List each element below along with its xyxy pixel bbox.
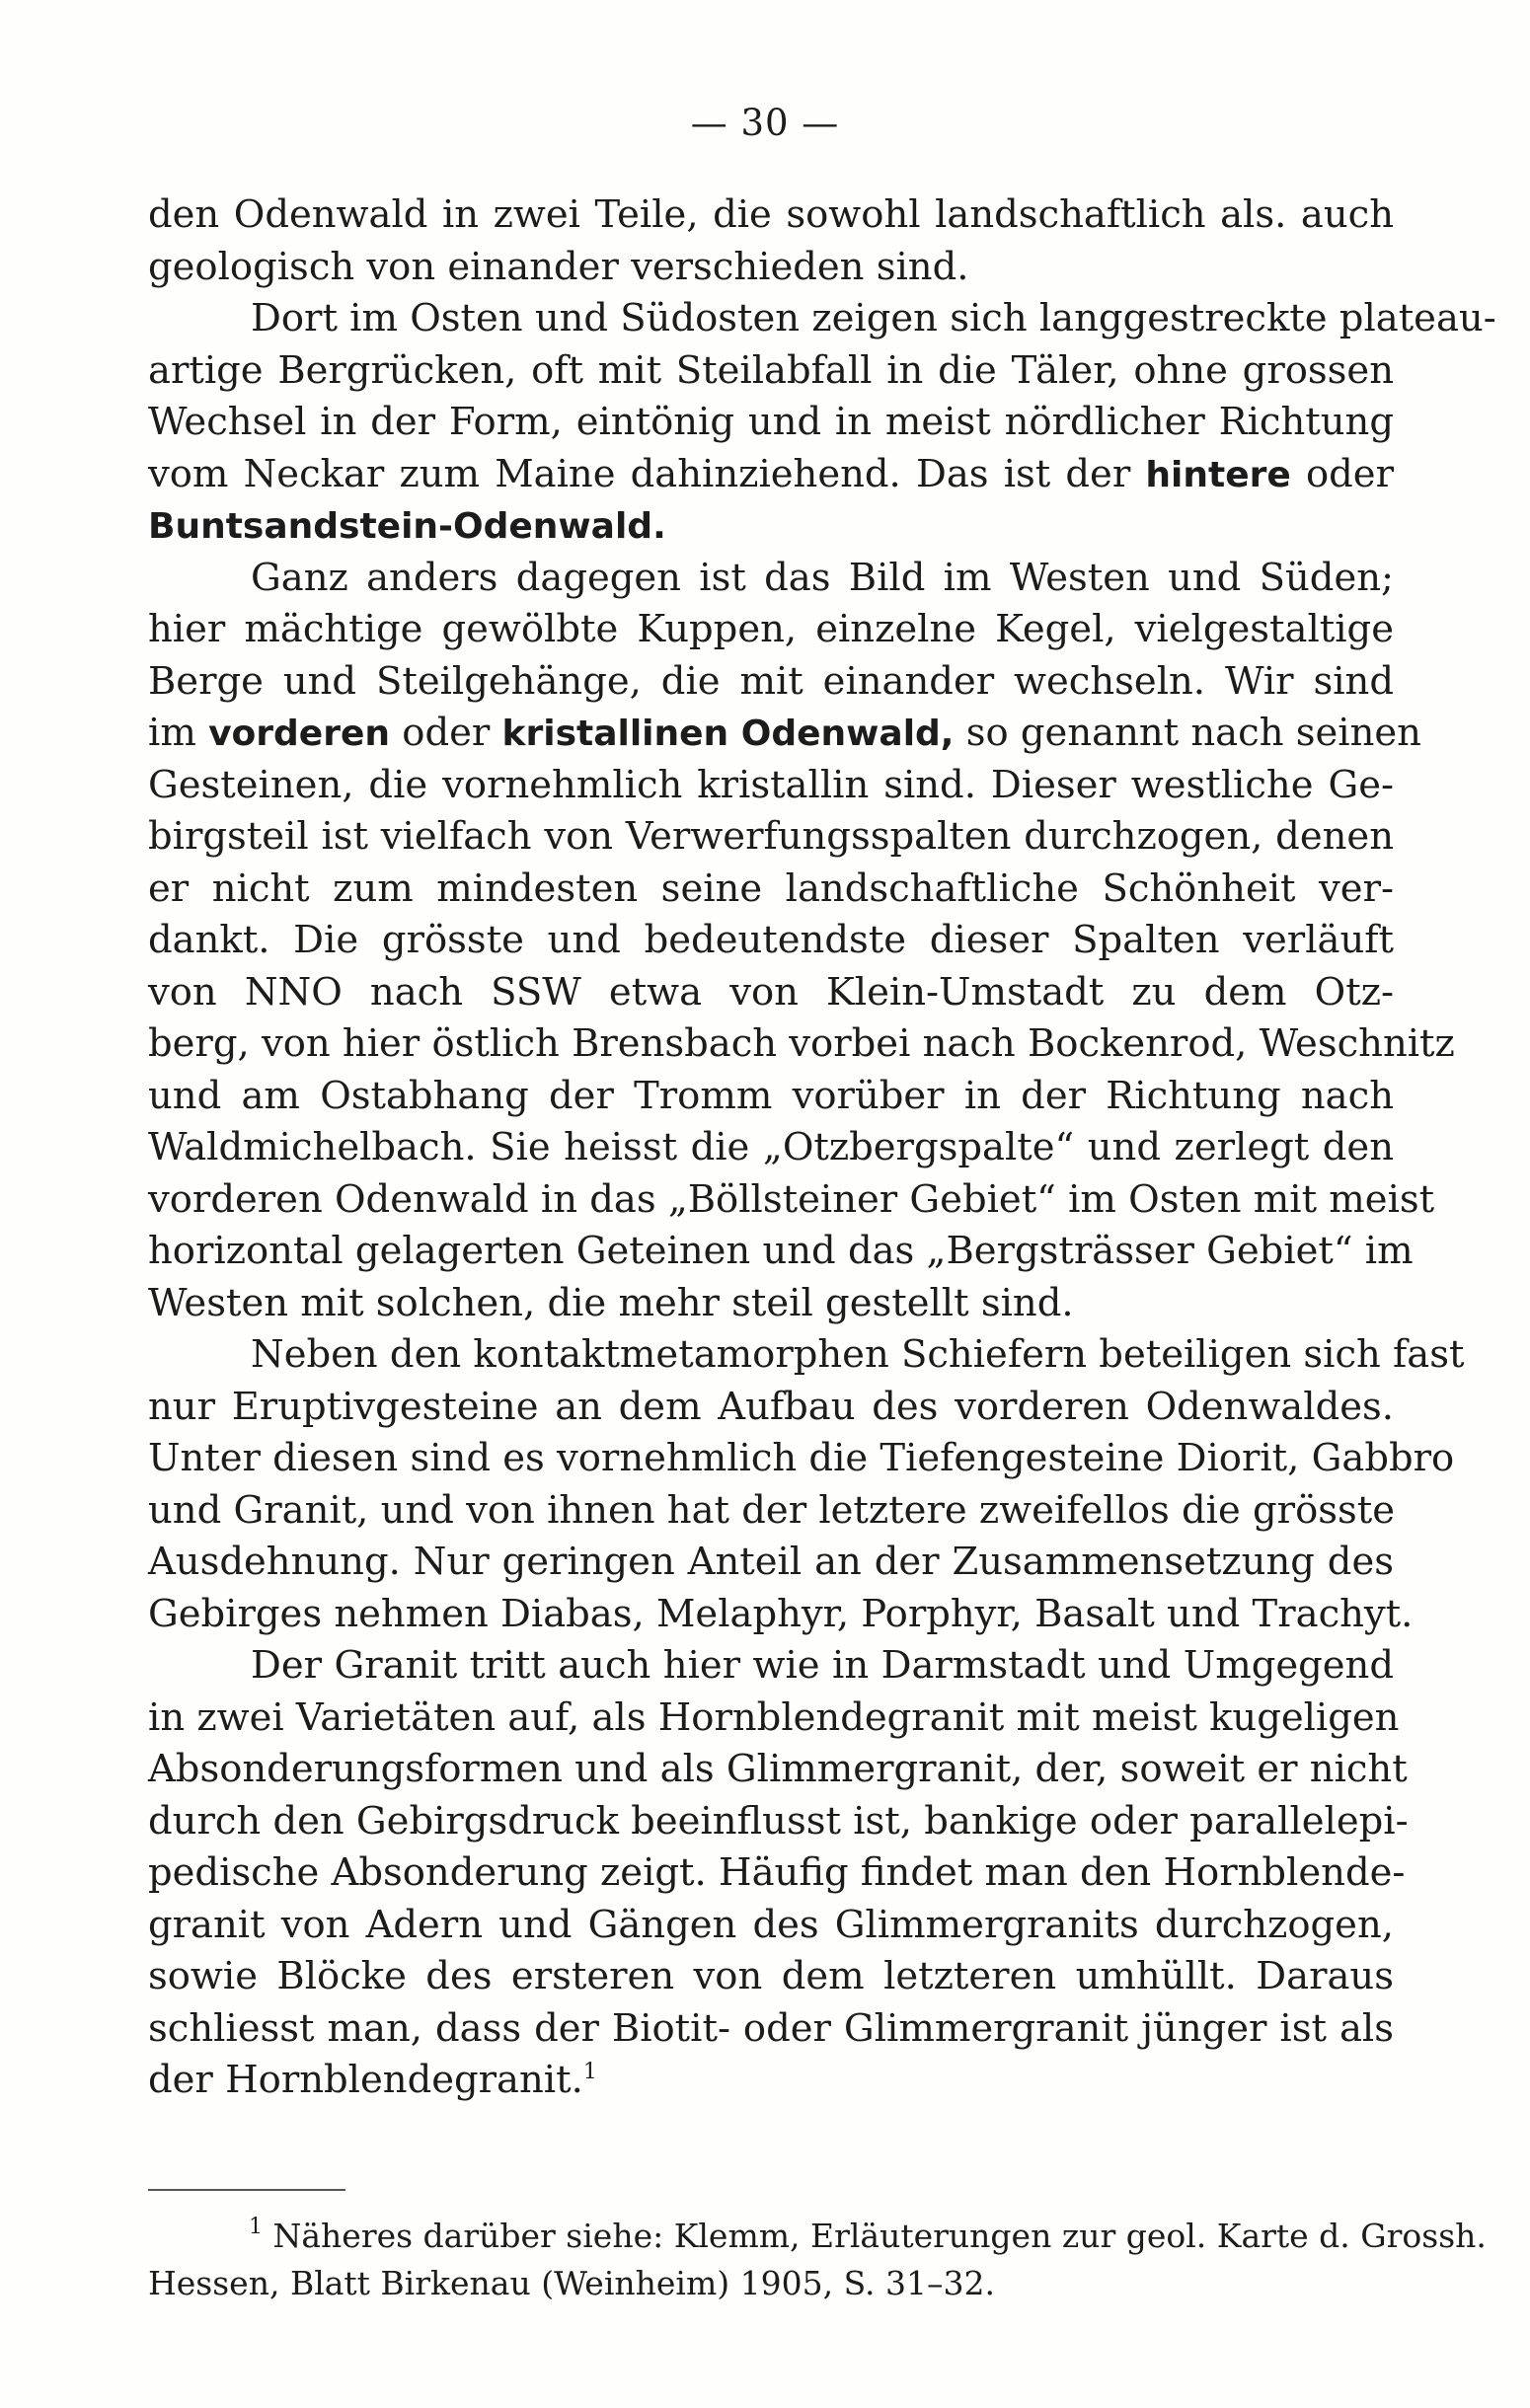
text-line [148,500,1394,553]
text-line: durch den Gebirgsdruck beeinflusst ist, bankige oder parallelepi- [148,1798,1409,1844]
emphasis-term: vorderen [208,714,391,754]
text-line: Absonderungsformen und als Glimmergranit, der, soweit er nicht [148,1747,1408,1791]
footnote-marker: 1 [249,2215,263,2239]
text-line: in zwei Varietäten auf, als Hornblendegranit mit meist kugeligen [148,1694,1400,1740]
text-line: er nicht zum mindesten seine landschaftliche Schönheit ver- [148,865,1394,911]
text-line: birgsteil ist vielfach von Verwerfungsspalten durchzogen, denen [148,814,1394,859]
text-line: schliesst man, dass der Biotit- oder Glimmergranit jünger ist als [148,2005,1394,2051]
text-line: Gebirges nehmen Diabas, Melaphyr, Porphyr, Basalt und Trachyt. [148,1591,1414,1636]
emphasis-term: Buntsandstein-Odenwald. [148,506,666,547]
text-line: von NNO nach SSW etwa von Klein-Umstadt zu dem Otz- [148,969,1394,1015]
text-run: oder [1305,451,1394,496]
footnote-line: Hessen, Blatt Birkenau (Weinheim) 1905, S. 31–32. [148,2264,995,2302]
text-line: Unter diesen sind es vornehmlich die Tiefengesteine Diorit, Gabbro [148,1436,1455,1480]
emphasis-term: hintere [1145,454,1291,495]
text-line: Wechsel in der Form, eintönig und in meist nördlicher Richtung [148,400,1394,444]
text-line: pedische Absonderung zeigt. Häufig findet man den Hornblende- [148,1850,1406,1895]
text-line: dankt. Die grösste und bedeutendste dieser Spalten verläuft [148,918,1394,962]
text-run: der Hornblendegranit. [148,2058,583,2102]
text-run: so genannt nach seinen [965,711,1421,755]
text-line: hier mächtige gewölbte Kuppen, einzelne Kegel, vielgestaltige [148,607,1394,651]
text-line: Gesteinen, die vornehmlich kristallin sind. Dieser westliche Ge- [148,762,1394,807]
text-run: im [148,711,196,755]
text-line: nur Eruptivgesteine an dem Aufbau des vorderen Odenwaldes. [148,1384,1394,1429]
emphasis-term: kristallinen Odenwald, [501,714,955,754]
footnote-reference[interactable]: 1 [582,2060,597,2084]
text-line: und Granit, und von ihnen hat der letztere zweifellos die grösste [148,1487,1396,1533]
footnote-divider [148,2189,345,2191]
text-line: Ausdehnung. Nur geringen Anteil an der Zusammensetzung des [148,1540,1394,1584]
text-line: den Odenwald in zwei Teile, die sowohl landschaftlich als. auch [148,192,1394,237]
text-line: artige Bergrücken, oft mit Steilabfall in die Täler, ohne grossen [148,347,1394,393]
text-run: vom Neckar zum Maine dahinziehend. Das ist der [148,451,1131,496]
text-line: Ganz anders dagegen ist das Bild im Westen und Süden; [251,555,1394,600]
text-line [148,2055,1394,2107]
text-line: und am Ostabhang der Tromm vorüber in der Richtung nach [148,1073,1394,1118]
text-line: Berge und Steilgehänge, die mit einander wechseln. Wir sind [148,658,1394,704]
text-line: vorderen Odenwald in das „Böllsteiner Gebiet“ im Osten mit meist [148,1176,1435,1222]
text-line: berg, von hier östlich Brensbach vorbei nach Bockenrod, Weschnitz [148,1021,1455,1066]
footnote-text: Näheres darüber siehe: Klemm, Erläuterungen zur geol. Karte d. Grossh. [272,2217,1487,2255]
main-text [148,189,1496,2107]
text-line [148,449,1394,501]
text-run: oder [402,711,491,755]
text-line: granit von Adern und Gängen des Glimmergranits durchzogen, [148,1902,1394,1947]
text-line: Der Granit tritt auch hier wie in Darmstadt und Umgegend [251,1643,1394,1688]
text-line: horizontal gelagerten Geteinen und das „Bergsträsser Gebiet“ im [148,1229,1414,1273]
footnote [148,2213,1487,2307]
text-line: Waldmichelbach. Sie heisst die „Otzbergspalte“ und zerlegt den [148,1125,1394,1169]
text-line: Neben den kontaktmetamorphen Schiefern beteiligen sich fast [251,1332,1465,1377]
footnote-line [148,2213,1487,2260]
text-line: Dort im Osten und Südosten zeigen sich langgestreckte plateau- [251,296,1496,340]
text-line: sowie Blöcke des ersteren von dem letzteren umhüllt. Daraus [148,1954,1394,1998]
text-line: Westen mit solchen, die mehr steil gestellt sind. [148,1280,1074,1325]
text-line [148,708,1421,760]
text-line: geologisch von einander verschieden sind. [148,244,969,289]
page-number: — 30 — [690,102,840,144]
